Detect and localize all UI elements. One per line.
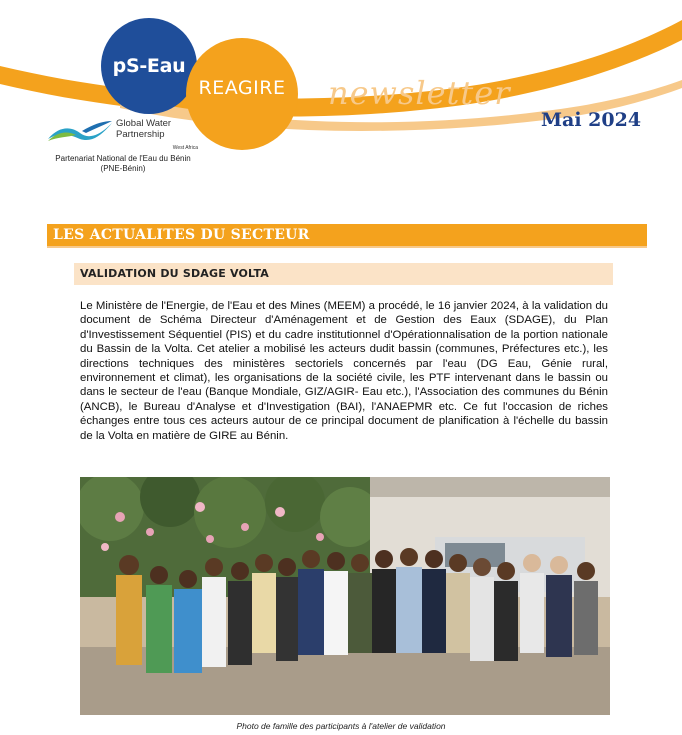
gwp-wave-icon [46,117,114,145]
pseau-logo-text: pS-Eau [112,55,186,77]
partner-line2: (PNE-Bénin) [100,164,146,173]
partner-line1: Partenariat National de l'Eau du Bénin [55,154,191,163]
partner-name [38,154,208,174]
article-body: Le Ministère de l'Energie, de l'Eau et des Mines (MEEM) a procédé, le 16 janvier 2024, à la validation du document de Schéma Directeur d'Aménagement et de Gestion des Eaux (SDAGE), du Plan d'Investissement Séquentiel (PIS) et du cadre institutionnel d'Opérationnalisation de la portion nationale du Bassin de la Volta. Cet atelier a mobilisé les acteurs dudit bassin (communes, Préfectures etc.), les directions techniques des ministères sectoriels concernés par l'eau (DG Eau, Génie rural, environnement et climat), les organisations de la société civile, les PTF intervenant dans le bassin ou dans le secteur de l'eau (Banque Mondiale, GIZ/AGIR- Eau etc.), l'Association des communes du Bénin (ANCB), le Bureau d'Analyse et d'Investigation (BAI), l'ANAEPMR etc. Ce fut l'occasion de riches échanges entre tous ces acteurs autour de ce principal document de planification à l'échelle du bassin de la Volta en matière de GIRE au Bénin. [80,300,608,442]
gwp-subtitle: West Africa [172,145,198,151]
article-title: VALIDATION DU SDAGE VOLTA [80,267,270,280]
pseau-logo [101,18,197,114]
gwp-line1: Global Water [116,118,172,129]
article-title-band [74,263,613,285]
section-band [47,224,647,248]
newsletter-wordmark: newsletter [328,74,511,112]
gwp-logo-block [46,117,206,151]
issue-date: Mai 2024 [541,109,642,131]
reagire-logo-text: REAGIRE [198,77,286,99]
photo-caption: Photo de famille des participants à l'atelier de validation [236,721,446,731]
section-title: LES ACTUALITES DU SECTEUR [53,227,310,243]
group-photo [80,477,610,715]
gwp-line2: Partnership [116,128,165,140]
